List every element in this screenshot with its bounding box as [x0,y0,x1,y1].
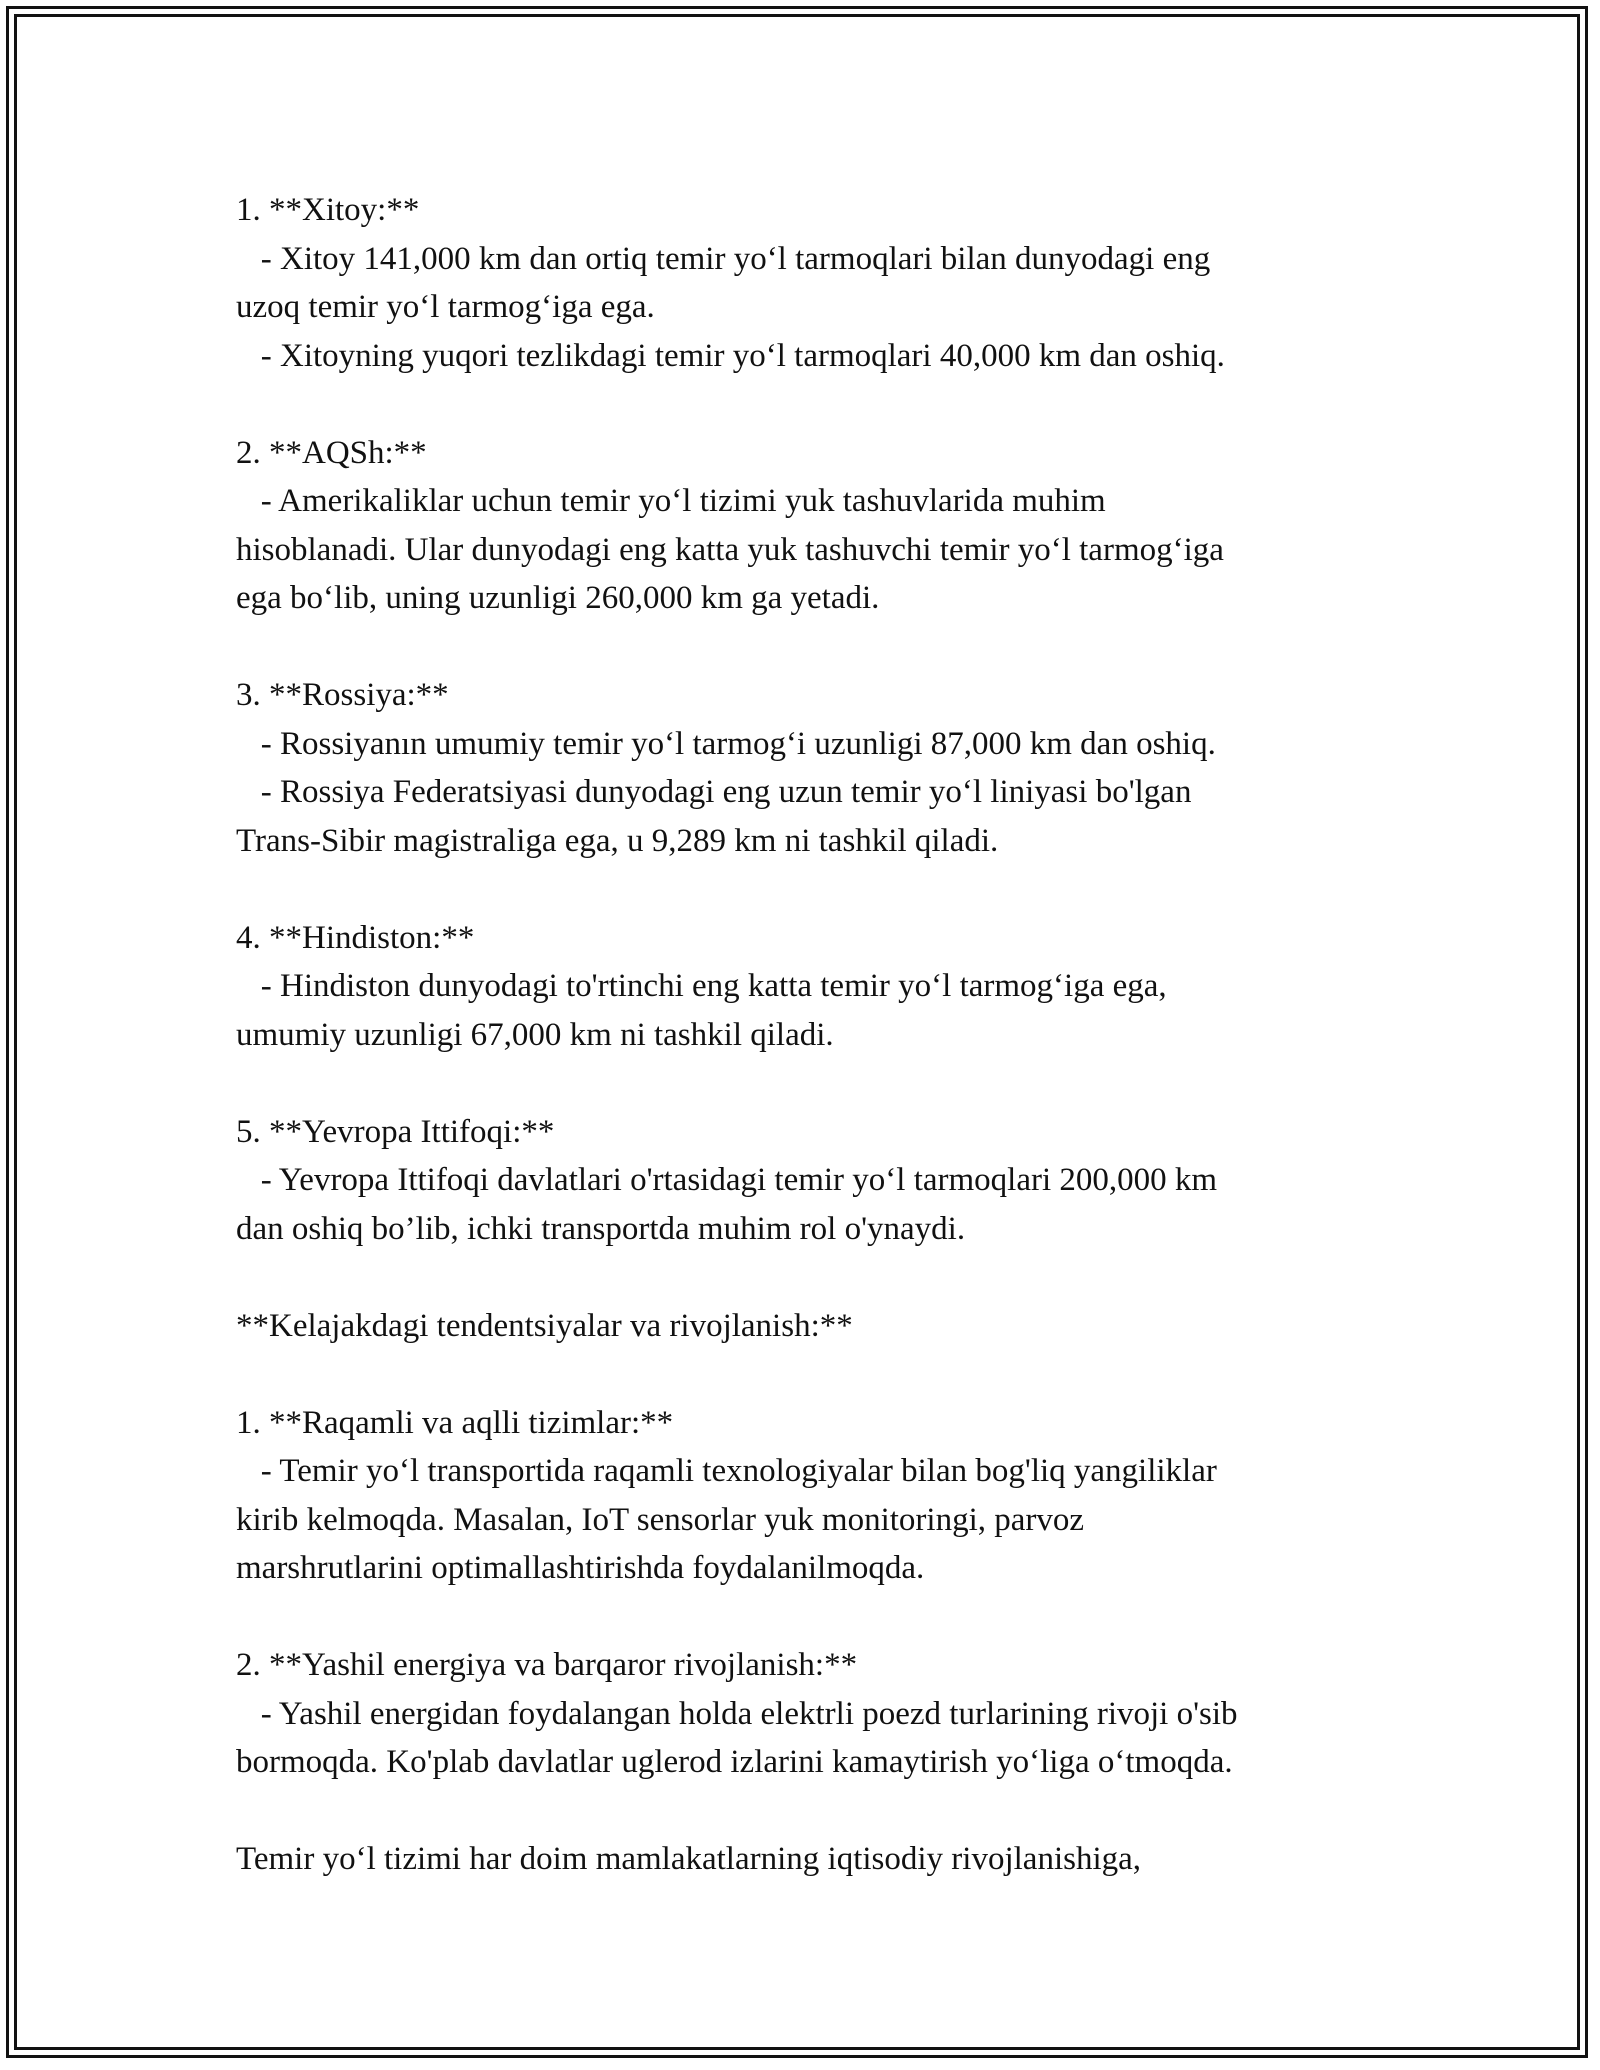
text-line: **Kelajakdagi tendentsiyalar va rivojlanish:** [236,1307,853,1344]
text-line: - Amerikaliklar uchun temir yo‘l tizimi yuk tashuvlarida muhim [236,483,1106,519]
text-line: umumiy uzunligi 67,000 km ni tashkil qiladi. [236,1016,834,1053]
text-line: - Xitoyning yuqori tezlikdagi temir yo‘l tarmoqlari 40,000 km dan oshiq. [236,337,1225,374]
blank-line [236,623,1396,672]
text-line: kirib kelmoqda. Masalan, IoT sensorlar yuk monitoringi, parvoz [236,1501,1085,1538]
text-line: ega bo‘lib, uning uzunligi 260,000 km ga yetadi. [236,580,880,616]
text-line: marshrutlarini optimallashtirishda foydalanilmoqda. [236,1550,925,1586]
text-line: uzoq temir yo‘l tarmog‘iga ega. [236,289,655,325]
document-body [236,186,1396,1884]
blank-line [236,1593,1396,1642]
text-line: - Yashil energidan foydalangan holda elektrli poezd turlarining rivoji o'sib [236,1695,1238,1732]
blank-line [236,1787,1396,1836]
blank-line [236,380,1396,429]
text-line: hisoblanadi. Ular dunyodagi eng katta yuk tashuvchi temir yo‘l tarmog‘iga [236,531,1224,568]
text-line: - Xitoy 141,000 km dan ortiq temir yo‘l tarmoqlari bilan dunyodagi eng [236,240,1211,277]
text-line: 1. **Xitoy:** [236,192,420,228]
blank-line [236,1059,1396,1108]
text-line: Temir yo‘l tizimi har doim mamlakatlarning iqtisodiy rivojlanishiga, [236,1841,1142,1877]
text-line: 5. **Yevropa Ittifoqi:** [236,1113,555,1150]
text-line: dan oshiq bo’lib, ichki transportda muhim rol o'ynaydi. [236,1210,966,1247]
text-line: 2. **AQSh:** [236,434,427,471]
text-line: - Hindiston dunyodagi to'rtinchi eng katta temir yo‘l tarmog‘iga ega, [236,968,1167,1004]
text-line: 4. **Hindiston:** [236,919,475,956]
text-line: Trans-Sibir magistraliga ega, u 9,289 km ni tashkil qiladi. [236,822,999,859]
text-line: 1. **Raqamli va aqlli tizimlar:** [236,1404,674,1441]
text-line: bormoqda. Ko'plab davlatlar uglerod izlarini kamaytirish yo‘liga o‘tmoqda. [236,1744,1233,1780]
blank-line [236,865,1396,914]
text-line: - Rossiya Federatsiyasi dunyodagi eng uzun temir yo‘l liniyasi bo'lgan [236,774,1192,810]
text-line: - Temir yo‘l transportida raqamli texnologiyalar bilan bog'liq yangiliklar [236,1453,1217,1489]
text-line: - Rossiyanın umumiy temir yo‘l tarmog‘i uzunligi 87,000 km dan oshiq. [236,725,1216,762]
text-line: - Yevropa Ittifoqi davlatlari o'rtasidagi temir yo‘l tarmoqlari 200,000 km [236,1162,1218,1198]
blank-line [236,1253,1396,1302]
blank-line [236,1350,1396,1399]
text-line: 2. **Yashil energiya va barqaror rivojlanish:** [236,1647,858,1683]
text-line: 3. **Rossiya:** [236,677,449,713]
